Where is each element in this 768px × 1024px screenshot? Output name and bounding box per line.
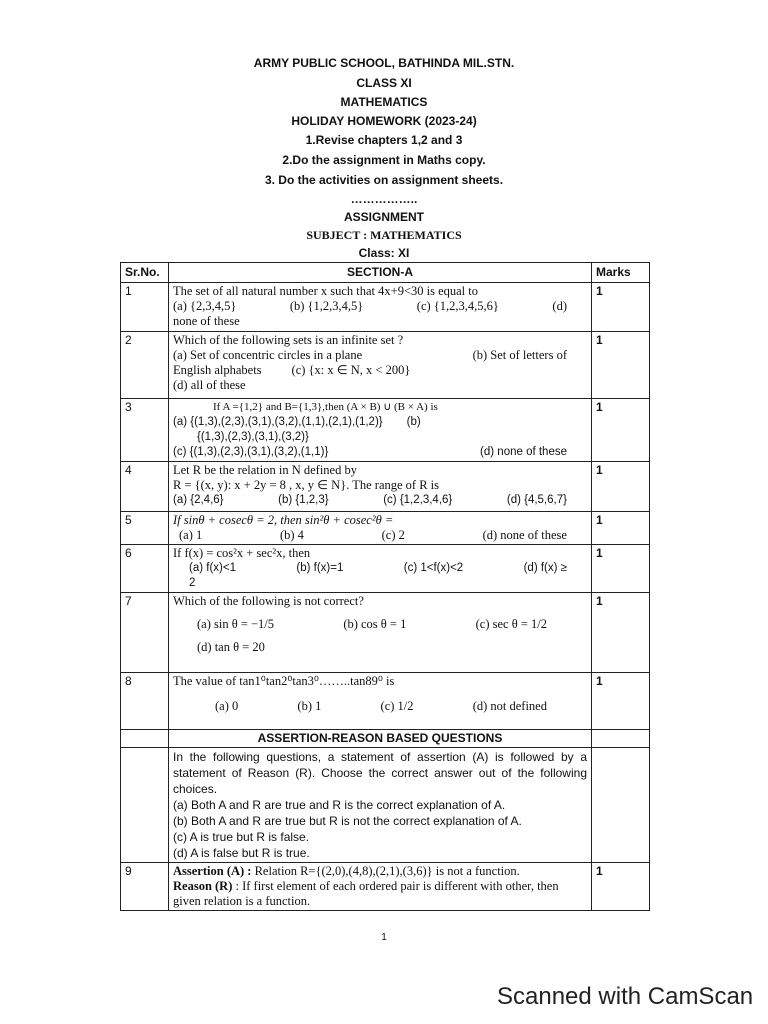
option-a: (a) sin θ = −1/5 bbox=[197, 617, 275, 631]
question-cell bbox=[169, 593, 592, 673]
question-cell bbox=[169, 399, 592, 462]
option-d: (d) f(x) ≥ bbox=[523, 562, 567, 574]
marks: 1 bbox=[592, 283, 650, 332]
marks: 1 bbox=[592, 332, 650, 399]
question-row bbox=[121, 673, 650, 730]
assertion-text: Relation R={(2,0),(4,8),(2,1),(3,6)} is not a function. bbox=[251, 864, 520, 878]
options bbox=[173, 561, 587, 576]
section-a-header: SECTION-A bbox=[169, 263, 592, 283]
question-cell bbox=[169, 863, 592, 911]
option-b: (b) bbox=[406, 416, 421, 428]
question-row bbox=[121, 512, 650, 545]
ar-choice-b: (b) Both A and R are true but R is not the correct explanation of A. bbox=[173, 814, 522, 828]
question-cell bbox=[169, 673, 592, 730]
question-text: If sinθ + cosecθ = 2, then sin²θ + cosec²θ = bbox=[173, 513, 394, 527]
assignment-table bbox=[120, 262, 650, 911]
question-row bbox=[121, 863, 650, 911]
question-cell bbox=[169, 332, 592, 399]
question-cell bbox=[169, 283, 592, 332]
empty-cell bbox=[592, 730, 650, 748]
option-d-cont: 2 bbox=[189, 577, 196, 589]
options-line-3 bbox=[173, 445, 587, 460]
class-line: Class: XI bbox=[358, 246, 410, 260]
option-c: (c) {x: x ∈ N, x < 200} bbox=[291, 363, 411, 377]
option-b: (b) f(x)=1 bbox=[296, 562, 344, 574]
option-d: (d) none of these bbox=[482, 528, 567, 542]
option-d: (d) not defined bbox=[472, 699, 547, 713]
marks: 1 bbox=[592, 399, 650, 462]
question-cell bbox=[169, 462, 592, 512]
options-line-2 bbox=[173, 363, 587, 378]
option-c: (c) 1/2 bbox=[380, 699, 414, 713]
question-number: 5 bbox=[121, 512, 169, 545]
option-b-cont: English alphabets bbox=[173, 363, 262, 377]
option-d: (d) bbox=[552, 299, 567, 313]
ar-choice-a: (a) Both A and R are true and R is the correct explanation of A. bbox=[173, 798, 506, 812]
ar-choice-c: (c) A is true but R is false. bbox=[173, 830, 310, 844]
marks: 1 bbox=[592, 512, 650, 545]
option-b: (b) {1,2,3} bbox=[278, 494, 329, 506]
instruction-1: 1.Revise chapters 1,2 and 3 bbox=[305, 133, 463, 147]
option-b: (b) Set of letters of bbox=[472, 348, 567, 362]
option-a: (a) f(x)<1 bbox=[189, 562, 236, 574]
question-text: The set of all natural number x such that 4x+9<30 is equal to bbox=[173, 284, 478, 298]
col-marks-header: Marks bbox=[592, 263, 650, 283]
reason-label: Reason (R) bbox=[173, 879, 233, 893]
question-number: 9 bbox=[121, 863, 169, 911]
question-number: 8 bbox=[121, 673, 169, 730]
marks: 1 bbox=[592, 673, 650, 730]
question-number: 3 bbox=[121, 399, 169, 462]
marks: 1 bbox=[592, 593, 650, 673]
assertion-label: Assertion (A) : bbox=[173, 864, 252, 878]
marks: 1 bbox=[592, 863, 650, 911]
subject-line: SUBJECT : MATHEMATICS bbox=[306, 228, 462, 242]
option-b: (b) cos θ = 1 bbox=[343, 617, 407, 631]
reason-text: : If first element of each ordered pair is different with other, then given relation is a function. bbox=[173, 879, 559, 908]
option-d-cont: none of these bbox=[173, 314, 240, 328]
option-a: (a) Set of concentric circles in a plane bbox=[173, 348, 363, 362]
section-heading-row bbox=[121, 730, 650, 748]
option-a: (a) {(1,3),(2,3),(3,1),(3,2),(1,1),(2,1),(1,2)} bbox=[173, 416, 383, 428]
subject-title: MATHEMATICS bbox=[340, 95, 428, 109]
options bbox=[173, 493, 587, 508]
question-number: 6 bbox=[121, 545, 169, 593]
question-text: If f(x) = cos²x + sec²x, then bbox=[173, 546, 311, 560]
question-text: Which of the following sets is an infinite set ? bbox=[173, 333, 404, 347]
question-row bbox=[121, 593, 650, 673]
question-text: The value of tan1⁰tan2⁰tan3⁰……..tan89⁰ is bbox=[173, 674, 395, 688]
school-name: ARMY PUBLIC SCHOOL, BATHINDA MIL.STN. bbox=[253, 56, 515, 70]
option-a: (a) {2,3,4,5} bbox=[173, 299, 237, 313]
option-b: (b) 1 bbox=[297, 699, 322, 713]
empty-cell bbox=[121, 730, 169, 748]
question-text: If A ={1,2} and B={1,3},then (A × B) ∪ (B × A) is bbox=[213, 401, 438, 413]
empty-cell bbox=[592, 748, 650, 863]
assertion-reason-heading: ASSERTION-REASON BASED QUESTIONS bbox=[169, 730, 592, 748]
ar-choice-d: (d) A is false but R is true. bbox=[173, 846, 310, 860]
homework-title: HOLIDAY HOMEWORK (2023-24) bbox=[291, 114, 477, 128]
marks: 1 bbox=[592, 545, 650, 593]
question-row bbox=[121, 545, 650, 593]
question-cell bbox=[169, 512, 592, 545]
options bbox=[173, 689, 587, 714]
option-d: (d) tan θ = 20 bbox=[197, 640, 265, 654]
question-text-2: R = {(x, y): x + 2y = 8 , x, y ∈ N}. The range of R is bbox=[173, 478, 440, 492]
question-text: Which of the following is not correct? bbox=[173, 594, 364, 608]
option-c: (c) 2 bbox=[381, 528, 405, 542]
option-c: (c) {(1,3),(2,3),(3,1),(3,2),(1,1)} bbox=[173, 446, 329, 458]
option-d: (d) none of these bbox=[480, 446, 567, 458]
col-sr-header: Sr.No. bbox=[121, 263, 169, 283]
instruction-3: 3. Do the activities on assignment sheets. bbox=[264, 173, 504, 187]
instruction-2: 2.Do the assignment in Maths copy. bbox=[282, 153, 486, 167]
option-b: (b) {1,2,3,4,5} bbox=[289, 299, 364, 313]
question-row bbox=[121, 462, 650, 512]
option-a: (a) 1 bbox=[179, 528, 203, 542]
options bbox=[173, 609, 587, 640]
option-c: (c) {1,2,3,4,6} bbox=[383, 494, 453, 506]
options bbox=[173, 299, 587, 314]
option-a: (a) 0 bbox=[215, 699, 239, 713]
question-row bbox=[121, 399, 650, 462]
question-text: Let R be the relation in N defined by bbox=[173, 463, 357, 477]
question-number: 7 bbox=[121, 593, 169, 673]
question-number: 4 bbox=[121, 462, 169, 512]
table-header-row bbox=[121, 263, 650, 283]
marks: 1 bbox=[592, 462, 650, 512]
option-c: (c) 1<f(x)<2 bbox=[403, 562, 464, 574]
class-title: CLASS XI bbox=[356, 76, 412, 90]
camscanner-watermark: Scanned with CamScan bbox=[497, 983, 754, 1010]
question-row bbox=[121, 283, 650, 332]
page-number: 1 bbox=[381, 932, 387, 943]
ar-intro: In the following questions, a statement of assertion (A) is followed by a statement of Reason (R). Choose the correct answer out of the following choices. bbox=[173, 750, 587, 796]
question-number: 1 bbox=[121, 283, 169, 332]
empty-cell bbox=[121, 748, 169, 863]
option-c: (c) {1,2,3,4,5,6} bbox=[416, 299, 499, 313]
option-b-cont: {(1,3),(2,3),(3,1),(3,2)} bbox=[197, 431, 309, 443]
question-cell bbox=[169, 545, 592, 593]
question-row bbox=[121, 332, 650, 399]
dots-separator: …………….. bbox=[350, 192, 418, 206]
options bbox=[173, 348, 587, 363]
option-d: (d) {4,5,6,7} bbox=[506, 494, 567, 506]
option-d: (d) all of these bbox=[173, 378, 246, 392]
option-c: (c) sec θ = 1/2 bbox=[475, 617, 547, 631]
options bbox=[173, 528, 587, 543]
option-a: (a) {2,4,6} bbox=[173, 494, 224, 506]
options bbox=[173, 415, 587, 430]
assertion-reason-instructions bbox=[169, 748, 592, 863]
question-number: 2 bbox=[121, 332, 169, 399]
instructions-row bbox=[121, 748, 650, 863]
assignment-title: ASSIGNMENT bbox=[343, 210, 424, 224]
option-b: (b) 4 bbox=[279, 528, 304, 542]
